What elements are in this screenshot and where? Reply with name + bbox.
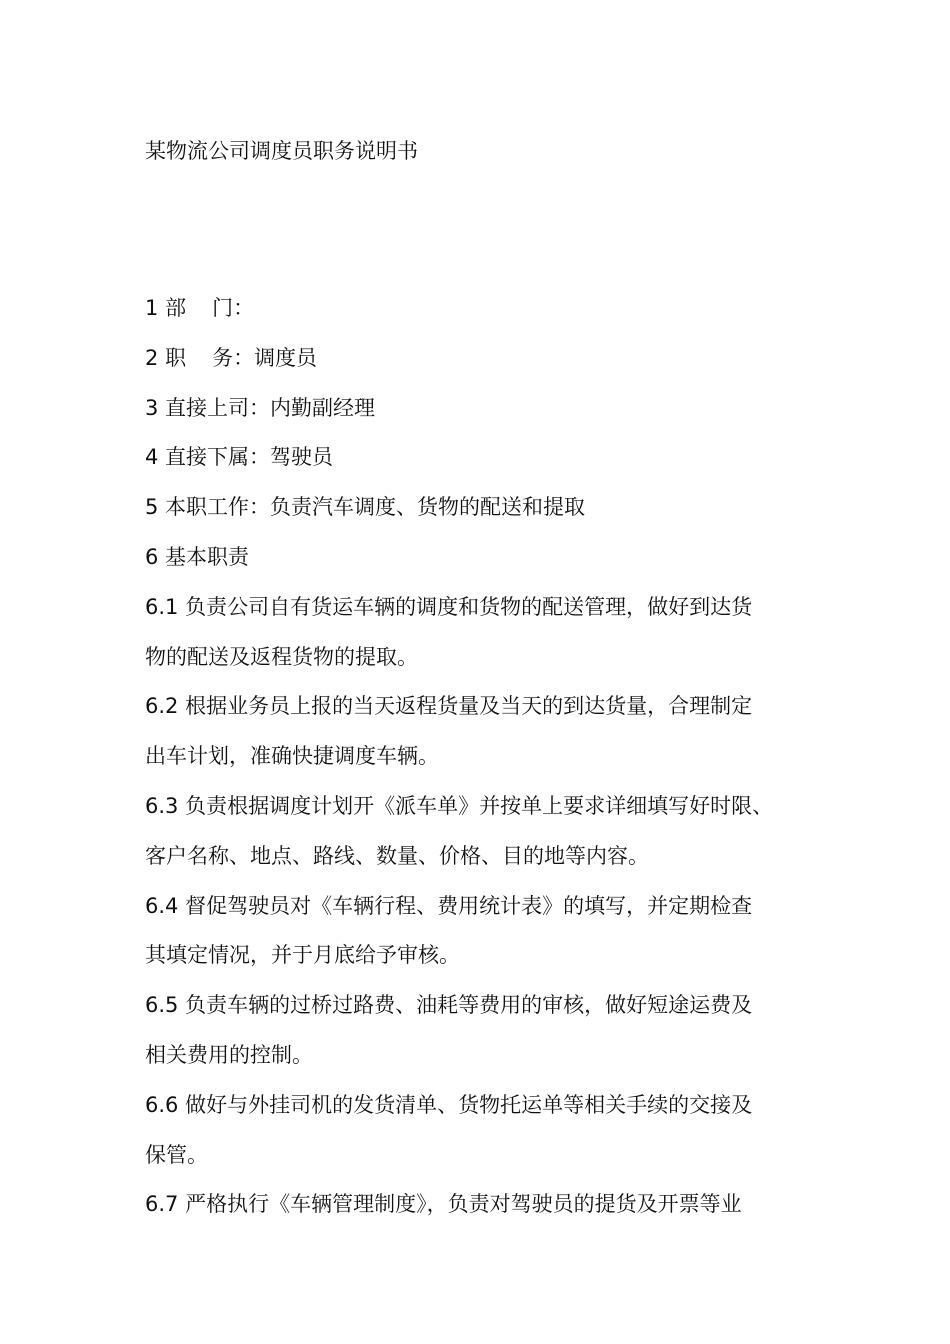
field-label-part: 职 xyxy=(165,345,187,370)
line-number: 2 xyxy=(145,345,159,370)
paragraph-line: 6.3 负责根据调度计划开《派车单》并按单上要求详细填写好时限、 xyxy=(145,793,774,818)
field-label-part: 务 xyxy=(212,345,234,370)
document-body xyxy=(145,284,835,1230)
field-separator: ： xyxy=(233,296,255,320)
paragraph-line: 物的配送及返程货物的提取。 xyxy=(145,644,418,669)
paragraph-line: 6.6 做好与外挂司机的发货清单、货物托运单等相关手续的交接及 xyxy=(145,1092,753,1117)
paragraph-line: 保管。 xyxy=(145,1142,208,1167)
line-position xyxy=(145,334,835,384)
paragraph-line: 6.4 督促驾驶员对《车辆行程、费用统计表》的填写，并定期检查 xyxy=(145,893,753,918)
line-subordinate: 4 直接下属：驾驶员 xyxy=(145,445,334,470)
document-title: 某物流公司调度员职务说明书 xyxy=(145,139,418,163)
field-label-part: 部 xyxy=(165,296,187,320)
field-value: 调度员 xyxy=(254,345,318,370)
line-main-duty: 5 本职工作：负责汽车调度、货物的配送和提取 xyxy=(145,495,586,520)
paragraph-line: 客户名称、地点、路线、数量、价格、目的地等内容。 xyxy=(145,843,649,868)
field-label-part: 门 xyxy=(212,296,234,320)
line-number: 1 xyxy=(145,296,159,320)
paragraph-line: 6.2 根据业务员上报的当天返程货量及当天的到达货量，合理制定 xyxy=(145,694,753,719)
paragraph-line: 6.1 负责公司自有货运车辆的调度和货物的配送管理，做好到达货 xyxy=(145,594,753,619)
paragraph-line: 其填定情况，并于月底给予审核。 xyxy=(145,943,460,968)
line-section-heading: 6 基本职责 xyxy=(145,544,250,569)
line-department xyxy=(145,284,835,334)
paragraph-line: 相关费用的控制。 xyxy=(145,1042,313,1067)
paragraph-line: 6.5 负责车辆的过桥过路费、油耗等费用的审核，做好短途运费及 xyxy=(145,993,753,1018)
field-separator: ： xyxy=(233,345,255,370)
paragraph-line: 6.7 严格执行《车辆管理制度》，负责对驾驶员的提货及开票等业 xyxy=(145,1192,742,1217)
line-supervisor: 3 直接上司：内勤副经理 xyxy=(145,395,376,420)
paragraph-line: 出车计划，准确快捷调度车辆。 xyxy=(145,744,439,769)
